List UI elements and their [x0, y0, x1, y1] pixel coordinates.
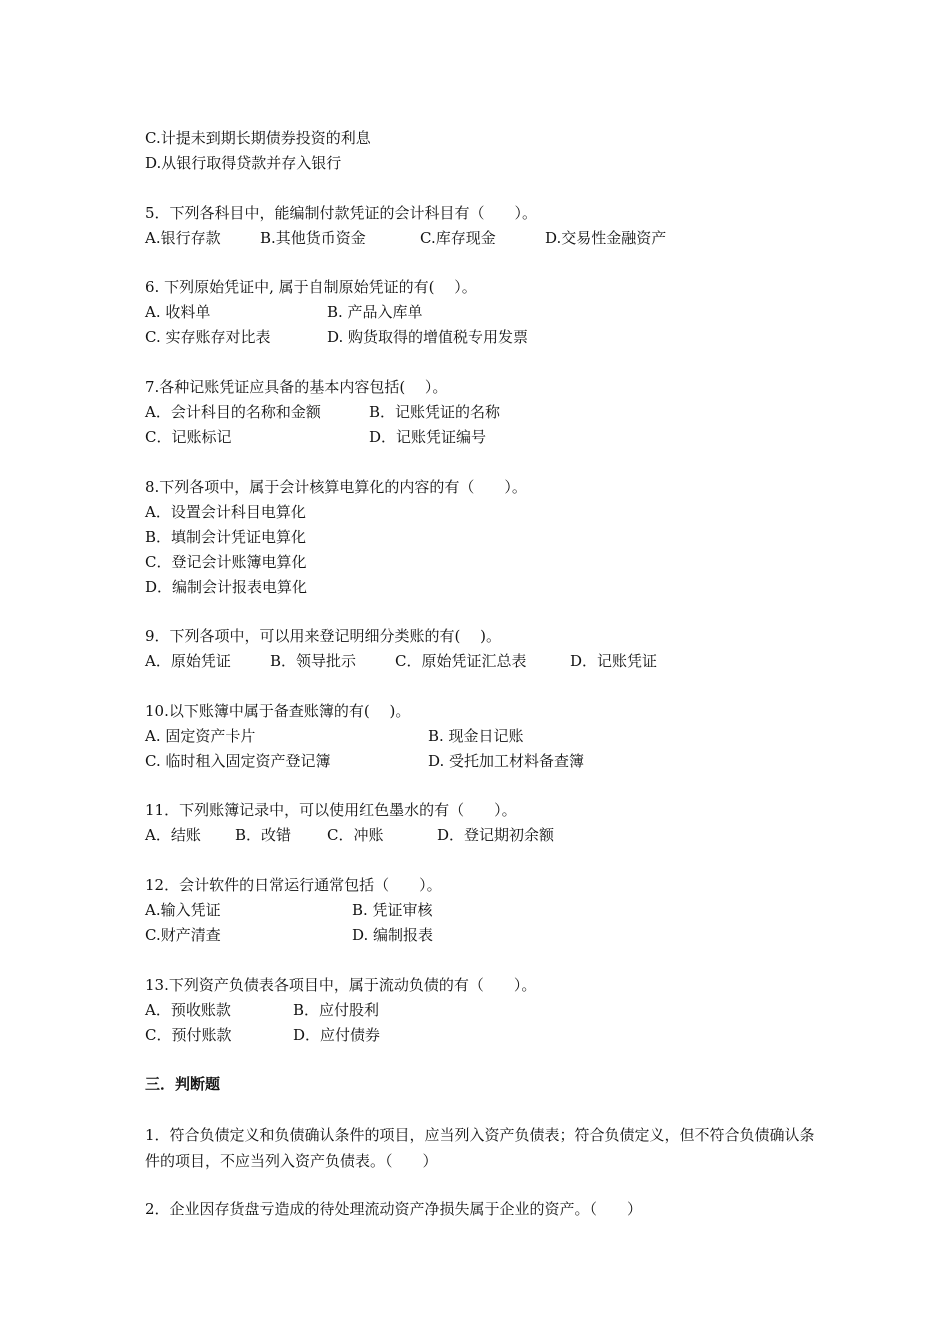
- option-d: D．记账凭证编号: [369, 428, 487, 446]
- option-c: C．冲账: [327, 826, 384, 844]
- question-stem: 8.下列各项中，属于会计核算电算化的内容的有（ ）。: [145, 478, 527, 496]
- option-a: A．结账: [145, 826, 201, 844]
- judgement-item: 2．企业因存货盘亏造成的待处理流动资产净损失属于企业的资产。（ ）: [145, 1200, 643, 1218]
- option-b: B.其他货币资金: [260, 229, 366, 247]
- question-stem: 6. 下列原始凭证中, 属于自制原始凭证的有( ）。: [145, 278, 477, 296]
- question-stem: 10.以下账簿中属于备查账簿的有( )。: [145, 702, 411, 720]
- option-a: A.银行存款: [145, 229, 221, 247]
- option-d: D．应付债券: [293, 1026, 381, 1044]
- option-b: B．领导批示: [270, 652, 357, 670]
- judgement-item: 1．符合负债定义和负债确认条件的项目，应当列入资产负债表；符合负债定义，但不符合负债确认条件的项目，不应当列入资产负债表。（ ）: [145, 1126, 815, 1170]
- option-a: A. 收料单: [145, 303, 211, 321]
- option-c: C. 实存账存对比表: [145, 328, 271, 346]
- question-stem: 5．下列各科目中，能编制付款凭证的会计科目有（ ）。: [145, 204, 538, 222]
- option-a: A．会计科目的名称和金额: [145, 403, 321, 421]
- option-d: D．记账凭证: [570, 652, 658, 670]
- option-c: C.库存现金: [420, 229, 496, 247]
- option-b: B．改错: [235, 826, 292, 844]
- question-stem: 7.各种记账凭证应具备的基本内容包括( ）。: [145, 378, 448, 396]
- option-d: D. 购货取得的增值税专用发票: [327, 328, 529, 346]
- continuation-option-c: C.计提未到期长期债券投资的利息: [145, 129, 371, 147]
- option-b: B. 凭证审核: [352, 901, 433, 919]
- option-d: D．登记期初余额: [437, 826, 555, 844]
- question-stem: 9．下列各项中，可以用来登记明细分类账的有( )。: [145, 627, 502, 645]
- option-c: C.财产清查: [145, 926, 221, 944]
- section-heading: 三．判断题: [145, 1075, 221, 1093]
- question-stem: 12．会计软件的日常运行通常包括（ ）。: [145, 876, 442, 894]
- option-d: D．编制会计报表电算化: [145, 578, 308, 596]
- option-a: A．预收账款: [145, 1001, 231, 1019]
- option-a: A.输入凭证: [145, 901, 221, 919]
- option-b: B. 现金日记账: [428, 727, 524, 745]
- option-a: A. 固定资产卡片: [145, 727, 256, 745]
- option-b: B．填制会计凭证电算化: [145, 528, 307, 546]
- continuation-option-d: D.从银行取得贷款并存入银行: [145, 154, 342, 172]
- option-d: D.交易性金融资产: [545, 229, 667, 247]
- option-c: C．预付账款: [145, 1026, 232, 1044]
- option-c: C．原始凭证汇总表: [395, 652, 527, 670]
- option-d: D. 受托加工材料备查簿: [428, 752, 585, 770]
- option-b: B．应付股利: [293, 1001, 380, 1019]
- question-stem: 13.下列资产负债表各项目中，属于流动负债的有（ ）。: [145, 976, 537, 994]
- option-b: B．记账凭证的名称: [369, 403, 501, 421]
- option-b: B. 产品入库单: [327, 303, 423, 321]
- option-d: D. 编制报表: [352, 926, 434, 944]
- option-a: A．原始凭证: [145, 652, 231, 670]
- option-c: C．登记会计账簿电算化: [145, 553, 307, 571]
- option-c: C. 临时租入固定资产登记簿: [145, 752, 331, 770]
- question-stem: 11．下列账簿记录中，可以使用红色墨水的有（ ）。: [145, 801, 517, 819]
- option-c: C．记账标记: [145, 428, 232, 446]
- option-a: A．设置会计科目电算化: [145, 503, 306, 521]
